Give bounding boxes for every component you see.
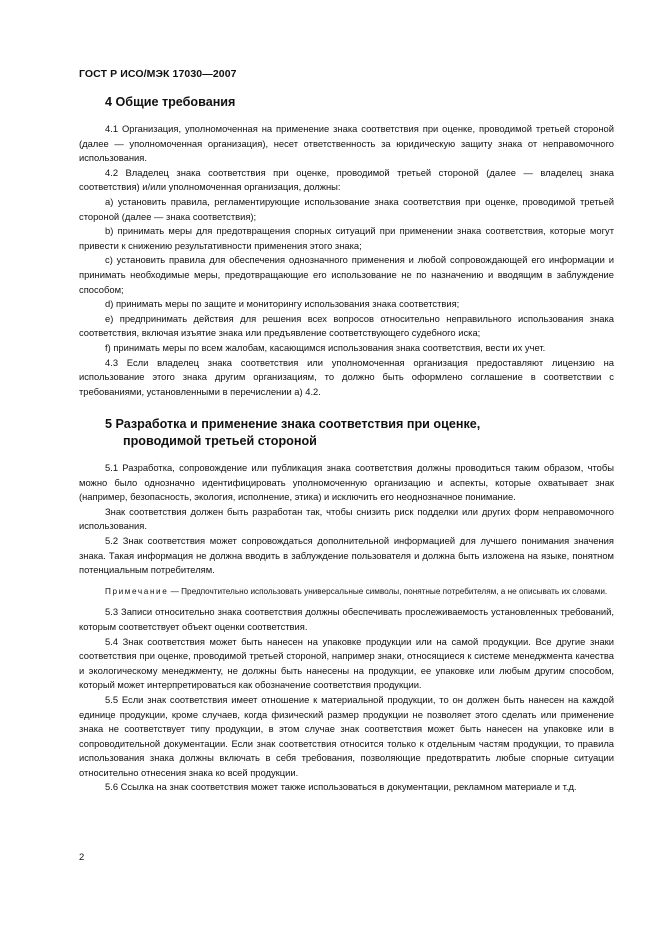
paragraph-4-3: 4.3 Если владелец знака соответствия или уполномоченная организация предоставляют лицензию на использование этого знака другим организациям, то должно быть оформлено соглашение в соответствии с требованиями, установленными в перечислении а) 4.2.	[79, 356, 614, 397]
list-item-d: d) принимать меры по защите и мониторингу использования знака соответствия;	[105, 298, 460, 310]
note-label: Примечание	[105, 586, 169, 596]
list-item-c: c) установить правила для обеспечения однозначного применения и любой сопровождающей его информации и принимать необходимые меры, предотвращающие его использование не по назначению и вводящим в заблуждение способом;	[79, 254, 614, 295]
list-item-b: b) принимать меры для предотвращения спорных ситуаций при применении знака соответствия, которые могут привести к снижению результативности применения этого знака;	[79, 225, 614, 251]
paragraph-5-4: 5.4 Знак соответствия может быть нанесен на упаковке продукции или на самой продукции. Все другие знаки соответствия при оценке, проводимой третьей стороной, например знаки, относящиеся к системе менеджмента качества и экологическому менеджменту, не должны быть нанесены на продукции, ее упаковке или любым другим способом, который может интерпретироваться как обозначение соответствия продукции.	[79, 635, 614, 691]
section-5-title	[105, 416, 625, 450]
list-item-a: a) установить правила, регламентирующие использование знака соответствия при оценке, проводимой третьей стороной (далее — знака соответствия);	[79, 195, 614, 222]
list-item-e: e) предпринимать действия для решения всех вопросов относительно неправильного использования знака соответствия, включая изъятие знака или предъявление соответствующего судебного иска;	[79, 312, 614, 339]
section-5-title-line-1: 5 Разработка и применение знака соответствия при оценке,	[105, 417, 481, 431]
section-5-title-line-2: проводимой третьей стороной	[123, 434, 317, 448]
paragraph-5-2: 5.2 Знак соответствия может сопровождаться дополнительной информацией для лучшего понимания значения знака. Такая информация не должна вводить в заблуждение пользователя и должна быть изложена на языке, понятном потенциальным потребителям.	[79, 534, 614, 576]
section-4-title: 4 Общие требования	[105, 95, 236, 109]
section-4-body	[79, 122, 614, 399]
paragraph-5-6: 5.6 Ссылка на знак соответствия может также использоваться в документации, рекламном материале и т.д.	[105, 781, 577, 793]
paragraph-4-1: 4.1 Организация, уполномоченная на применение знака соответствия при оценке, проводимой третьей стороной (далее — уполномоченная организация), несет ответственность за юридическую защиту знака от неправомочного использования.	[79, 123, 614, 164]
paragraph-5-3: 5.3 Записи относительно знака соответствия должны обеспечивать прослеживаемость установленных требований, которым соответствует объект оценки соответствия.	[79, 606, 614, 632]
document-header: ГОСТ Р ИСО/МЭК 17030—2007	[79, 68, 237, 80]
section-5-body	[79, 461, 614, 795]
paragraph-5-1: 5.1 Разработка, сопровождение или публикация знака соответствия должны проводиться таким образом, чтобы можно было однозначно идентифицировать уполномоченную организацию и аспекты, которые охватывает знак (например, безопасность, экология, исполнение, этика) и исключить его неоднозначное понимание.	[79, 462, 614, 503]
note	[79, 586, 614, 599]
note-text: — Предпочтительно использовать универсальные символы, понятные потребителям, а не описывать их словами.	[168, 586, 608, 596]
paragraph-4-2: 4.2 Владелец знака соответствия при оценке, проводимой третьей стороной (далее — владелец знака соответствия) и/или уполномоченная организация, должны:	[79, 166, 614, 193]
paragraph-5-5: 5.5 Если знак соответствия имеет отношение к материальной продукции, то он должен быть нанесен на каждой единице продукции, кроме случаев, когда физический размер продукции не позволяет этого сделать или применение знака не соответствует типу продукции, в этом случае знак соответствия может быть нанесен на упаковке или в сопроводительной документации. Если знак соответствия относится только к отдельным частям продукции, то правила использования знака должны включать в себя требования, позволяющие предотвратить любые спорные ситуации относительно отнесения знака ко всей продукции.	[79, 693, 614, 778]
paragraph-5-1-cont: Знак соответствия должен быть разработан так, чтобы снизить риск подделки или других форм неправомочного использования.	[79, 505, 614, 532]
list-item-f: f) принимать меры по всем жалобам, касающимся использования знака соответствия, вести их учет.	[105, 341, 546, 353]
page-number: 2	[79, 851, 85, 862]
